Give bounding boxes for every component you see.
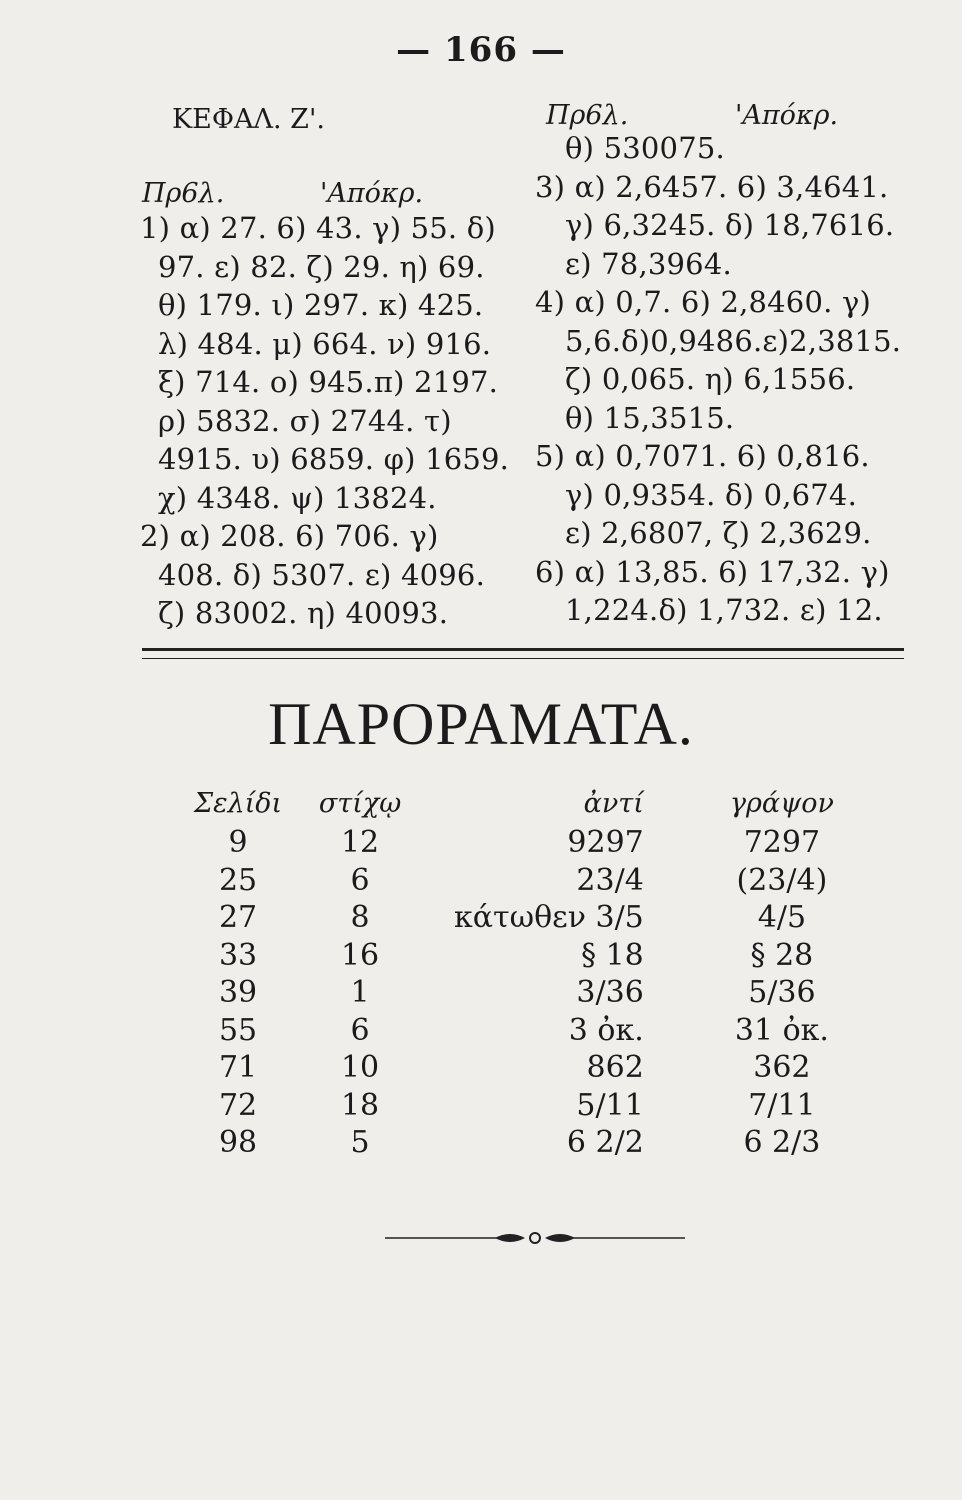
- answer-line: χ) 4348. ψ) 13824.: [158, 480, 437, 515]
- answer-line: ε) 2,6807, ζ) 2,3629.: [565, 516, 872, 550]
- cell-page: 98: [218, 1125, 258, 1161]
- cell-instead: κάτωθεν 3/5: [454, 900, 644, 936]
- answer-line: 3) α) 2,6457. 6) 3,4641.: [535, 169, 889, 204]
- right-answer-heading: 'Απόκρ.: [735, 100, 839, 131]
- cell-page: 25: [218, 862, 258, 898]
- left-problem-heading: Πρ6λ.: [142, 178, 225, 209]
- answer-line: 2) α) 208. 6) 706. γ): [140, 519, 439, 553]
- answer-line: θ) 179. ι) 297. κ) 425.: [158, 288, 484, 322]
- table-row: [190, 937, 890, 975]
- cell-line: 5: [350, 1125, 370, 1161]
- cell-write: 362: [753, 1050, 811, 1086]
- cell-instead: 862: [586, 1050, 644, 1086]
- answer-line: ρ) 5832. σ) 2744. τ): [158, 403, 452, 438]
- cell-line: 8: [350, 900, 370, 936]
- table-row: [190, 862, 890, 900]
- header-instead: ἀντί: [583, 787, 644, 819]
- cell-write: 5/36: [748, 975, 816, 1011]
- page-number: — 166 —: [396, 30, 566, 70]
- cell-line: 16: [340, 937, 380, 973]
- cell-page: 72: [218, 1087, 258, 1123]
- answer-line: γ) 0,9354. δ) 0,674.: [565, 477, 858, 512]
- cell-instead: 3 ὀκ.: [568, 1012, 644, 1048]
- answer-line: λ) 484. μ) 664. ν) 916.: [158, 326, 492, 361]
- chapter-heading: ΚΕΦΑΛ. Ζ'.: [172, 104, 325, 135]
- cell-line: 6: [350, 862, 370, 898]
- errata-table: [190, 782, 890, 1162]
- cell-write: 7297: [743, 825, 821, 861]
- ornament-divider: [385, 1226, 685, 1250]
- cell-page: 71: [218, 1050, 258, 1086]
- answer-line: 4915. υ) 6859. φ) 1659.: [158, 442, 510, 476]
- cell-page: 55: [218, 1012, 258, 1048]
- table-row: [190, 899, 890, 937]
- cell-instead: § 18: [581, 937, 644, 973]
- cell-page: 33: [218, 937, 258, 973]
- table-row: [190, 824, 890, 862]
- cell-write: § 28: [750, 937, 814, 973]
- answer-line: ξ) 714. ο) 945.π) 2197.: [158, 365, 499, 399]
- cell-instead: 23/4: [576, 862, 644, 898]
- cell-line: 10: [340, 1050, 380, 1086]
- table-row: [190, 974, 890, 1012]
- cell-page: 27: [218, 900, 258, 936]
- answer-line: θ) 15,3515.: [565, 400, 735, 435]
- cell-line: 1: [350, 975, 370, 1011]
- cell-page: 39: [218, 975, 258, 1011]
- answer-line: ζ) 83002. η) 40093.: [158, 596, 449, 630]
- cell-line: 6: [350, 1012, 370, 1048]
- cell-instead: 5/11: [576, 1087, 644, 1123]
- errata-header-row: [190, 782, 890, 824]
- cell-instead: 6 2/2: [566, 1125, 644, 1161]
- header-write: γράψον: [729, 787, 834, 819]
- cell-write: 6 2/3: [743, 1125, 821, 1161]
- answer-line: 408. δ) 5307. ε) 4096.: [158, 557, 485, 592]
- header-page: Σελίδι: [194, 787, 283, 819]
- cell-line: 18: [340, 1087, 380, 1123]
- answer-line: 97. ε) 82. ζ) 29. η) 69.: [158, 249, 485, 284]
- table-row: [190, 1012, 890, 1050]
- answer-line: 5) α) 0,7071. 6) 0,816.: [535, 439, 870, 473]
- cell-write: 7/11: [748, 1087, 816, 1123]
- answer-line: 5,6.δ)0,9486.ε)2,3815.: [565, 323, 902, 358]
- section-divider: [142, 648, 904, 659]
- table-row: [190, 1124, 890, 1162]
- answer-line: 1,224.δ) 1,732. ε) 12.: [565, 593, 883, 627]
- table-row: [190, 1087, 890, 1125]
- answer-line: γ) 6,3245. δ) 18,7616.: [565, 208, 895, 242]
- answer-line: ε) 78,3964.: [565, 246, 732, 281]
- cell-write: (23/4): [736, 862, 828, 898]
- answer-line: 6) α) 13,85. 6) 17,32. γ): [535, 554, 890, 589]
- cell-instead: 9297: [567, 825, 644, 861]
- table-row: [190, 1049, 890, 1087]
- cell-page: 9: [228, 825, 248, 861]
- header-line: στίχῳ: [318, 787, 402, 819]
- answer-line: θ) 530075.: [565, 131, 725, 165]
- answer-line: 4) α) 0,7. 6) 2,8460. γ): [535, 285, 871, 319]
- cell-write: 4/5: [757, 900, 807, 936]
- cell-instead: 3/36: [576, 975, 644, 1011]
- answer-line: 1) α) 27. 6) 43. γ) 55. δ): [140, 211, 496, 245]
- left-answers-column: [140, 210, 520, 634]
- answer-line: ζ) 0,065. η) 6,1556.: [565, 362, 856, 396]
- errata-title: ΠΑΡΟΡΑΜΑΤΑ.: [268, 691, 694, 757]
- left-answer-heading: 'Απόκρ.: [320, 178, 424, 209]
- right-answers-column: [535, 130, 915, 631]
- cell-write: 31 ὀκ.: [734, 1012, 829, 1048]
- cell-line: 12: [340, 825, 380, 861]
- right-problem-heading: Πρ6λ.: [546, 100, 629, 131]
